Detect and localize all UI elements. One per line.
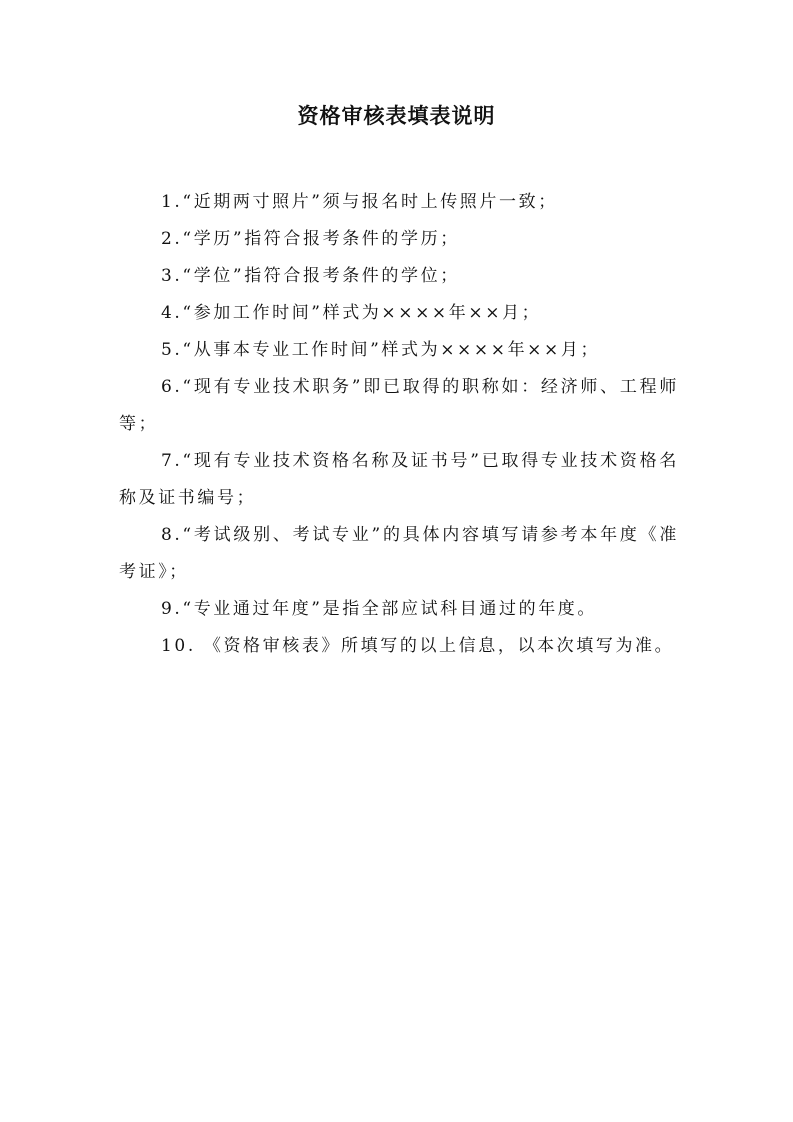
instruction-item-10: 10. 《资格审核表》所填写的以上信息，以本次填写为准。: [161, 636, 675, 656]
instruction-item-7: 7.“现有专业技术资格名称及证书号”已取得专业技术资格名称及证书编号；: [119, 451, 679, 508]
instruction-item-4: 4.“参加工作时间”样式为××××年××月；: [161, 303, 542, 323]
instruction-item-6: 6.“现有专业技术职务”即已取得的职称如：经济师、工程师等；: [119, 377, 679, 434]
instruction-item-8: 8.“考试级别、考试专业”的具体内容填写请参考本年度《准考证》；: [119, 525, 679, 582]
instruction-item-3: 3.“学位”指符合报考条件的学位；: [161, 266, 460, 286]
instructions-list: [119, 184, 679, 665]
instruction-item-9: 9.“专业通过年度”是指全部应试科目通过的年度。: [161, 599, 598, 619]
instruction-item-2: 2.“学历”指符合报考条件的学历；: [161, 229, 460, 249]
instruction-item-1: 1.“近期两寸照片”须与报名时上传照片一致；: [161, 192, 558, 212]
instruction-item-5: 5.“从事本专业工作时间”样式为××××年××月；: [161, 340, 601, 360]
document-title: 资格审核表填表说明: [297, 103, 496, 128]
